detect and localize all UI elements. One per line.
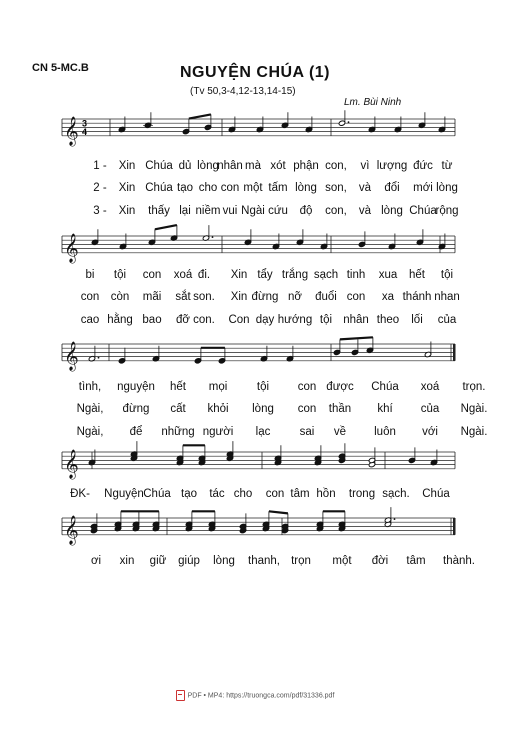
lyric-syllable: mà <box>245 160 261 172</box>
lyric-syllable: những <box>161 426 195 438</box>
lyric-line-3-3 <box>0 426 510 440</box>
lyric-syllable: con <box>220 182 240 194</box>
final-barline-thick <box>453 344 456 361</box>
treble-clef-icon: 𝄞 <box>64 232 79 262</box>
lyric-syllable: lại <box>179 205 191 217</box>
lyric-syllable: Nguyện <box>104 488 144 500</box>
lyric-syllable: tinh <box>346 269 366 281</box>
lyric-syllable: Xin <box>118 182 136 194</box>
quarter-note <box>91 229 98 245</box>
lyric-syllable: sạch <box>313 269 339 281</box>
treble-clef-icon: 𝄞 <box>64 340 79 370</box>
lyric-syllable: thần <box>328 403 352 415</box>
lyric-syllable: xin <box>119 555 135 567</box>
lyric-syllable: lối <box>411 314 423 326</box>
lyric-syllable: hết <box>409 269 425 281</box>
lyric-syllable: thành. <box>443 555 475 567</box>
note-beam <box>340 337 373 339</box>
lyric-syllable: con <box>297 381 317 393</box>
half-note <box>202 225 213 241</box>
quarter-note <box>316 511 323 531</box>
lyric-syllable: với <box>422 426 438 438</box>
lyric-line-1-2 <box>0 182 510 196</box>
lyric-syllable: độ <box>299 205 313 217</box>
quarter-note <box>296 229 303 245</box>
lyric-syllable: Con <box>228 314 250 326</box>
lyric-syllable: lượng <box>376 160 408 172</box>
lyric-syllable: nhân <box>343 314 369 326</box>
lyric-syllable: của <box>437 314 457 326</box>
lyric-syllable: người <box>202 426 234 438</box>
time-signature-bottom: 4 <box>82 127 88 137</box>
quarter-note <box>281 112 288 128</box>
quarter-note <box>143 112 153 128</box>
lyric-syllable: khí <box>377 403 393 415</box>
lyric-syllable: xót <box>270 160 286 172</box>
lyric-syllable: hồn <box>316 488 336 500</box>
lyric-syllable: tội <box>440 269 454 281</box>
lyric-line-3-2 <box>0 403 510 417</box>
quarter-note <box>239 513 246 533</box>
lyric-line-1-1 <box>0 160 510 174</box>
footer-link[interactable]: PDF • MP4: https://truongca.com/pdf/31336.pdf <box>187 692 335 700</box>
lyric-syllable: đức <box>413 160 433 172</box>
lyric-syllable: nhan <box>434 291 460 303</box>
lyric-syllable: trắng <box>281 269 309 281</box>
lyric-syllable: sắt <box>175 291 191 303</box>
lyric-syllable: hết <box>170 381 186 393</box>
lyric-syllable: son, <box>325 182 347 194</box>
lyric-syllable: con, <box>325 160 347 172</box>
quarter-note <box>118 348 125 364</box>
lyric-syllable: sạch. <box>382 488 410 500</box>
lyric-syllable: bi <box>85 269 95 281</box>
lyric-syllable: con <box>297 403 317 415</box>
lyric-syllable: Chúa <box>371 381 399 393</box>
lyric-syllable: tâm <box>406 555 426 567</box>
lyric-syllable: tội <box>113 269 127 281</box>
lyric-syllable: con <box>265 488 285 500</box>
staff-system-4 <box>0 442 510 482</box>
lyric-syllable: bao <box>142 314 162 326</box>
lyric-syllable: Ngài <box>241 205 265 217</box>
quarter-note <box>314 445 321 465</box>
lyric-syllable: thánh <box>402 291 432 303</box>
lyric-syllable: cứu <box>268 205 288 217</box>
quarter-note <box>208 511 215 531</box>
lyric-syllable: xoá <box>420 381 440 393</box>
lyric-syllable: thanh, <box>248 555 280 567</box>
pdf-icon <box>176 690 185 701</box>
lyric-syllable: xoá <box>173 269 193 281</box>
staff-system-1 <box>0 109 510 149</box>
lyric-syllable: con <box>346 291 366 303</box>
lyric-syllable: Chúa <box>145 182 173 194</box>
quarter-note <box>198 445 205 465</box>
lyric-syllable: Ngài. <box>460 403 488 415</box>
quarter-note <box>226 441 233 461</box>
lyric-syllable: lạc <box>255 426 271 438</box>
lyric-syllable: đời <box>371 555 389 567</box>
lyric-line-2-1 <box>0 269 510 283</box>
lyric-syllable: tâm <box>290 488 310 500</box>
lyric-syllable: hướng <box>277 314 313 326</box>
lyric-syllable: Ngài. <box>460 426 488 438</box>
lyric-syllable: hằng <box>107 314 133 326</box>
lyric-syllable: của <box>420 403 440 415</box>
lyric-syllable: 2 - <box>93 182 107 194</box>
lyric-syllable: theo <box>376 314 400 326</box>
lyric-syllable: mãi <box>142 291 162 303</box>
lyric-syllable: đi. <box>197 269 211 281</box>
lyric-syllable: phận <box>293 160 319 172</box>
lyric-syllable: cho <box>233 488 253 500</box>
lyric-syllable: son. <box>193 291 215 303</box>
note-beam <box>269 511 288 513</box>
lyric-syllable: Xin <box>230 291 248 303</box>
lyric-syllable: Ngài, <box>76 426 104 438</box>
lyric-syllable: sai <box>299 426 315 438</box>
lyric-syllable: cất <box>170 403 186 415</box>
lyric-syllable: ĐK- <box>70 488 90 500</box>
staff-system-3 <box>0 334 510 374</box>
lyric-syllable: nguyện <box>117 381 155 393</box>
lyric-syllable: lòng <box>295 182 317 194</box>
lyric-syllable: lòng <box>252 403 274 415</box>
quarter-note <box>358 231 365 247</box>
quarter-note <box>218 348 225 364</box>
lyric-syllable: trọn. <box>462 381 486 393</box>
lyric-syllable: tẩy <box>257 269 273 281</box>
lyric-syllable: Xin <box>118 205 136 217</box>
lyric-syllable: dạy <box>255 314 275 326</box>
quarter-note <box>418 112 425 128</box>
quarter-note <box>132 511 139 531</box>
quarter-note <box>408 447 415 463</box>
lyric-syllable: 3 - <box>93 205 107 217</box>
lyric-syllable: Ngài, <box>76 403 104 415</box>
quarter-note <box>114 511 121 531</box>
lyric-syllable: 1 - <box>93 160 107 172</box>
quarter-note <box>176 445 183 465</box>
footer[interactable] <box>0 690 510 701</box>
lyric-syllable: đỡ <box>176 314 190 326</box>
quarter-note <box>194 348 201 364</box>
lyric-syllable: cho <box>198 182 218 194</box>
time-signature-top: 3 <box>82 118 88 129</box>
lyric-syllable: tình, <box>78 381 102 393</box>
lyric-syllable: con <box>142 269 162 281</box>
lyric-syllable: mọi <box>208 381 228 393</box>
lyric-syllable: khỏi <box>207 403 229 415</box>
quarter-note <box>182 119 189 135</box>
quarter-note <box>90 513 97 533</box>
lyric-syllable: tội <box>256 381 270 393</box>
treble-clef-icon: 𝄞 <box>64 115 79 145</box>
lyric-syllable: mới <box>413 182 433 194</box>
final-barline-thick <box>453 518 456 535</box>
lyric-syllable: luôn <box>374 426 396 438</box>
lyric-syllable: tội <box>319 314 333 326</box>
lyric-syllable: còn <box>110 291 130 303</box>
lyric-syllable: đừng <box>122 403 150 415</box>
note-beam <box>189 114 211 118</box>
lyric-syllable: xua <box>378 269 398 281</box>
lyric-syllable: trong <box>348 488 376 500</box>
quarter-note <box>262 511 269 531</box>
lyric-syllable: Chúa <box>409 205 437 217</box>
lyric-syllable: tác <box>209 488 225 500</box>
lyric-syllable: vui <box>222 205 238 217</box>
psalm-reference: (Tv 50,3-4,12-13,14-15) <box>190 86 296 97</box>
quarter-note <box>416 229 423 245</box>
half-note <box>368 447 375 467</box>
lyric-syllable: tạo <box>177 182 193 194</box>
lyric-syllable: Chúa <box>145 160 173 172</box>
song-title: NGUYỆN CHÚA (1) <box>179 64 331 81</box>
lyric-syllable: về <box>333 426 347 438</box>
lyric-syllable: để <box>129 426 143 438</box>
quarter-note <box>338 511 345 531</box>
lyric-syllable: nỡ <box>288 291 302 303</box>
lyric-syllable: và <box>358 182 372 194</box>
song-code: CN 5-MC.B <box>32 62 89 74</box>
lyric-syllable: con <box>80 291 100 303</box>
lyric-syllable: lòng <box>213 555 235 567</box>
quarter-note <box>152 511 159 531</box>
lyric-syllable: thấy <box>148 205 170 217</box>
lyric-syllable: giữ <box>149 555 167 567</box>
quarter-note <box>351 339 358 355</box>
lyric-line-1-3 <box>0 205 510 219</box>
lyric-syllable: một <box>332 555 352 567</box>
treble-clef-icon: 𝄞 <box>64 514 79 544</box>
lyric-syllable: Xin <box>118 160 136 172</box>
lyric-syllable: đuổi <box>315 291 337 303</box>
staff-system-5 <box>0 508 510 548</box>
lyric-syllable: lòng <box>381 205 403 217</box>
half-note <box>338 110 349 126</box>
quarter-note <box>185 511 192 531</box>
lyric-syllable: ơi <box>90 555 102 567</box>
lyric-syllable: từ <box>441 160 453 172</box>
lyric-syllable: một <box>243 182 263 194</box>
lyric-syllable: vì <box>360 160 370 172</box>
half-note <box>384 507 395 527</box>
quarter-note <box>170 225 177 241</box>
composer: Lm. Bùi Ninh <box>344 97 402 108</box>
lyric-syllable: cao <box>80 314 100 326</box>
lyric-syllable: xa <box>381 291 395 303</box>
quarter-note <box>333 339 340 355</box>
lyric-syllable: Xin <box>230 269 248 281</box>
treble-clef-icon: 𝄞 <box>64 448 79 478</box>
quarter-note <box>274 445 281 465</box>
lyric-syllable: dủ <box>178 160 192 172</box>
lyric-syllable: lòng <box>197 160 219 172</box>
staff-system-2 <box>0 226 510 266</box>
lyric-syllable: Chúa <box>143 488 171 500</box>
lyric-line-3-1 <box>0 381 510 395</box>
lyric-line-5-1 <box>0 555 510 569</box>
note-beam <box>155 225 177 229</box>
lyric-line-4-1 <box>0 488 510 502</box>
quarter-note <box>148 229 155 245</box>
lyric-syllable: đổi <box>384 182 400 194</box>
lyric-line-2-3 <box>0 314 510 328</box>
lyric-syllable: được <box>326 381 354 393</box>
lyric-syllable: tạo <box>181 488 197 500</box>
lyric-syllable: giúp <box>178 555 200 567</box>
lyric-syllable: Chúa <box>422 488 450 500</box>
quarter-note <box>281 513 288 533</box>
lyric-syllable: con, <box>325 205 347 217</box>
lyric-syllable: niềm <box>195 205 221 217</box>
lyric-syllable: và <box>358 205 372 217</box>
lyric-syllable: nhân <box>217 160 243 172</box>
quarter-note <box>244 229 251 245</box>
lyric-syllable: rộng <box>435 205 459 217</box>
quarter-note <box>130 441 137 461</box>
lyric-syllable: con. <box>193 314 215 326</box>
quarter-note <box>204 114 211 130</box>
quarter-note <box>338 443 345 463</box>
lyric-syllable: trọn <box>291 555 311 567</box>
lyric-syllable: tấm <box>268 182 288 194</box>
lyric-syllable: đừng <box>251 291 279 303</box>
lyric-syllable: lòng <box>436 182 458 194</box>
lyric-line-2-2 <box>0 291 510 305</box>
quarter-note <box>366 337 373 353</box>
